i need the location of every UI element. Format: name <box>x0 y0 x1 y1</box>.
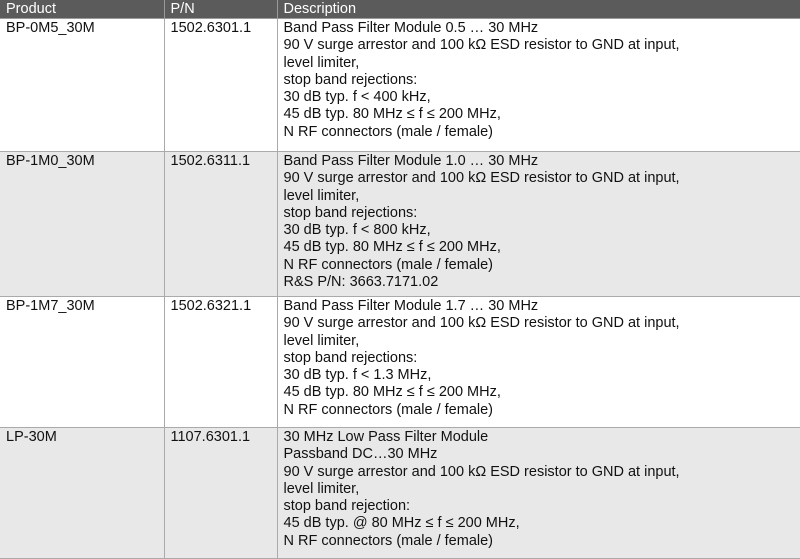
description-line: N RF connectors (male / female) <box>283 123 494 140</box>
description-line: 90 V surge arrestor and 100 kΩ ESD resistor to GND at input, <box>283 463 680 480</box>
product-cell: LP-30M <box>0 428 164 559</box>
pn-cell: 1502.6311.1 <box>164 152 277 297</box>
pn-cell: 1502.6321.1 <box>164 297 277 428</box>
description-line: stop band rejections: <box>283 71 418 88</box>
description-cell <box>277 152 800 297</box>
description-line: N RF connectors (male / female) <box>283 532 494 549</box>
header-pn: P/N <box>164 0 277 19</box>
header-product: Product <box>0 0 164 19</box>
table-header <box>0 0 800 19</box>
description-line: N RF connectors (male / female) <box>283 256 494 273</box>
description-line: Band Pass Filter Module 1.0 … 30 MHz <box>283 153 539 169</box>
product-cell: BP-1M0_30M <box>0 152 164 297</box>
description-line: stop band rejections: <box>283 204 418 221</box>
description-line: 45 dB typ. @ 80 MHz ≤ f ≤ 200 MHz, <box>283 515 520 532</box>
table-row <box>0 152 800 297</box>
table-row <box>0 19 800 152</box>
description-line: Band Pass Filter Module 0.5 … 30 MHz <box>283 20 539 36</box>
description-line: Passband DC…30 MHz <box>283 446 438 463</box>
description-line: 30 dB typ. f < 1.3 MHz, <box>283 367 432 384</box>
description-line: Band Pass Filter Module 1.7 … 30 MHz <box>283 298 539 314</box>
product-cell: BP-1M7_30M <box>0 297 164 428</box>
description-line: N RF connectors (male / female) <box>283 401 494 418</box>
description-line: stop band rejection: <box>283 498 411 515</box>
table-body <box>0 19 800 559</box>
header-description: Description <box>277 0 800 19</box>
description-cell <box>277 19 800 152</box>
description-line: 30 dB typ. f < 400 kHz, <box>283 89 431 106</box>
description-line: level limiter, <box>283 187 360 204</box>
description-cell <box>277 428 800 559</box>
header-row <box>0 0 800 19</box>
table-row <box>0 297 800 428</box>
description-line: 90 V surge arrestor and 100 kΩ ESD resistor to GND at input, <box>283 315 680 332</box>
description-line: 30 dB typ. f < 800 kHz, <box>283 222 431 239</box>
description-line: 45 dB typ. 80 MHz ≤ f ≤ 200 MHz, <box>283 384 501 401</box>
description-line: 90 V surge arrestor and 100 kΩ ESD resistor to GND at input, <box>283 37 680 54</box>
table-row <box>0 428 800 559</box>
description-line: level limiter, <box>283 332 360 349</box>
description-line: level limiter, <box>283 54 360 71</box>
description-cell <box>277 297 800 428</box>
description-line: 30 MHz Low Pass Filter Module <box>283 429 489 445</box>
pn-cell: 1107.6301.1 <box>164 428 277 559</box>
pn-cell: 1502.6301.1 <box>164 19 277 152</box>
product-cell: BP-0M5_30M <box>0 19 164 152</box>
description-line: level limiter, <box>283 480 360 497</box>
description-line: stop band rejections: <box>283 349 418 366</box>
description-line: R&S P/N: 3663.7171.02 <box>283 274 439 291</box>
description-line: 45 dB typ. 80 MHz ≤ f ≤ 200 MHz, <box>283 106 501 123</box>
description-line: 90 V surge arrestor and 100 kΩ ESD resistor to GND at input, <box>283 170 680 187</box>
description-line: 45 dB typ. 80 MHz ≤ f ≤ 200 MHz, <box>283 239 501 256</box>
